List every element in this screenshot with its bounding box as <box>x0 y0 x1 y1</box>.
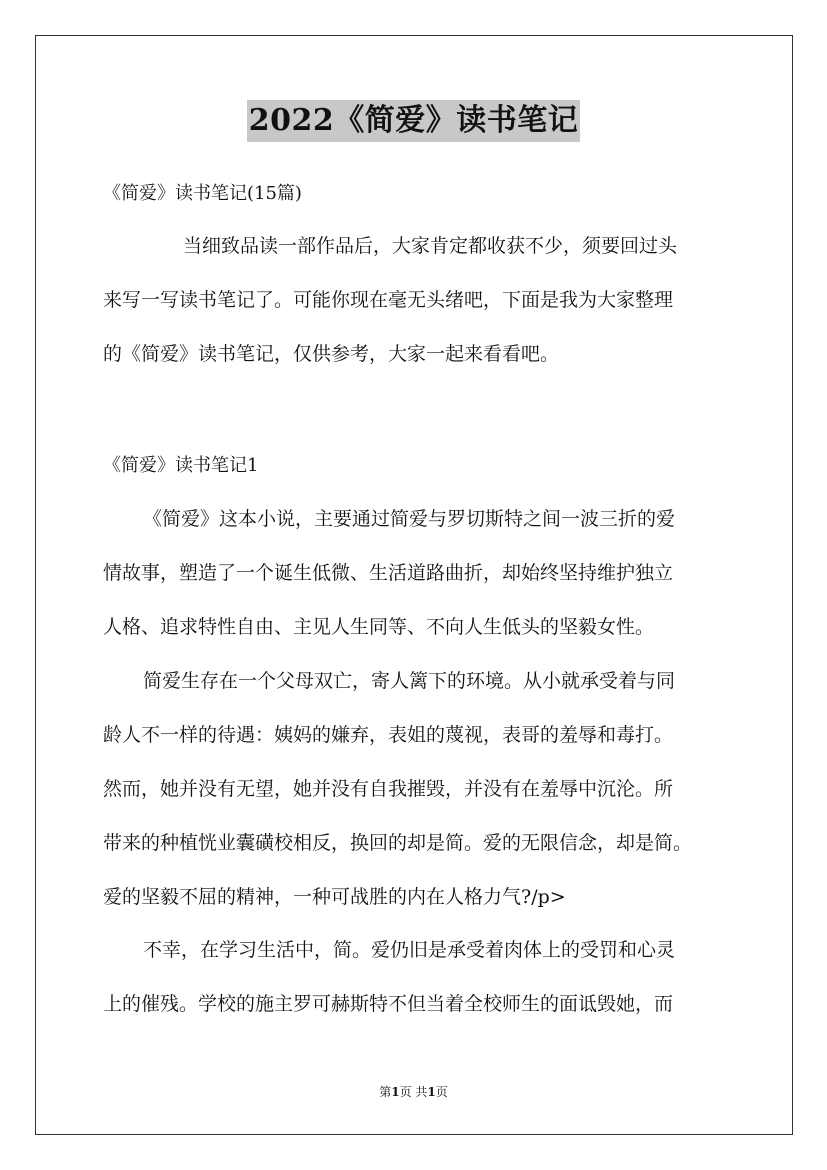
text-line: 然而，她并没有无望，她并没有自我摧毁，并没有在羞辱中沉沦。所 <box>103 778 674 800</box>
footer-page-current: 1 <box>391 1085 400 1099</box>
title-container <box>0 100 827 142</box>
text-line: 简爱生存在一个父母双亡，寄人篱下的环境。从小就承受着与同 <box>143 670 676 692</box>
text-line: 来写一写读书笔记了。可能你现在毫无头绪吧，下面是我为大家整理 <box>103 289 674 311</box>
footer-page-prefix: 第 <box>379 1085 392 1099</box>
text-line: 《简爱》这本小说，主要通过简爱与罗切斯特之间一波三折的爱 <box>143 508 676 530</box>
text-line: 上的催残。学校的施主罗可赫斯特不但当着全校师生的面诋毁她，而 <box>103 993 674 1015</box>
paragraph-1 <box>103 505 743 667</box>
footer-page-mid: 页 共 <box>399 1085 428 1099</box>
section-heading: 《简爱》读书笔记1 <box>103 455 259 476</box>
document-title: 2022《简爱》读书笔记 <box>247 100 581 142</box>
paragraph-2 <box>103 667 743 937</box>
page-footer <box>0 1083 827 1101</box>
document-subtitle: 《简爱》读书笔记(15篇) <box>103 183 302 204</box>
text-line: 带来的种植恍业囊磺校相反，换回的却是简。爱的无限信念，却是简。 <box>103 832 693 854</box>
text-line: 爱的坚毅不屈的精神，一种可战胜的内在人格力气?/p> <box>103 886 566 908</box>
text-line: 当细致品读一部作品后，大家肯定都收获不少，须要回过头 <box>183 235 678 257</box>
text-line: 龄人不一样的待遇：姨妈的嫌弃，表姐的蔑视，表哥的羞辱和毒打。 <box>103 724 674 746</box>
paragraph-3 <box>103 936 743 1044</box>
text-line: 的《简爱》读书笔记，仅供参考，大家一起来看看吧。 <box>103 343 560 365</box>
text-line: 人格、追求特性自由、主见人生同等、不向人生低头的坚毅女性。 <box>103 616 655 638</box>
footer-page-total: 1 <box>427 1085 436 1099</box>
intro-paragraph <box>103 232 743 394</box>
text-line: 情故事，塑造了一个诞生低微、生活道路曲折，却始终坚持维护独立 <box>103 562 674 584</box>
text-line: 不幸，在学习生活中，简。爱仍旧是承受着肉体上的受罚和心灵 <box>143 939 676 961</box>
footer-page-suffix: 页 <box>435 1085 448 1099</box>
